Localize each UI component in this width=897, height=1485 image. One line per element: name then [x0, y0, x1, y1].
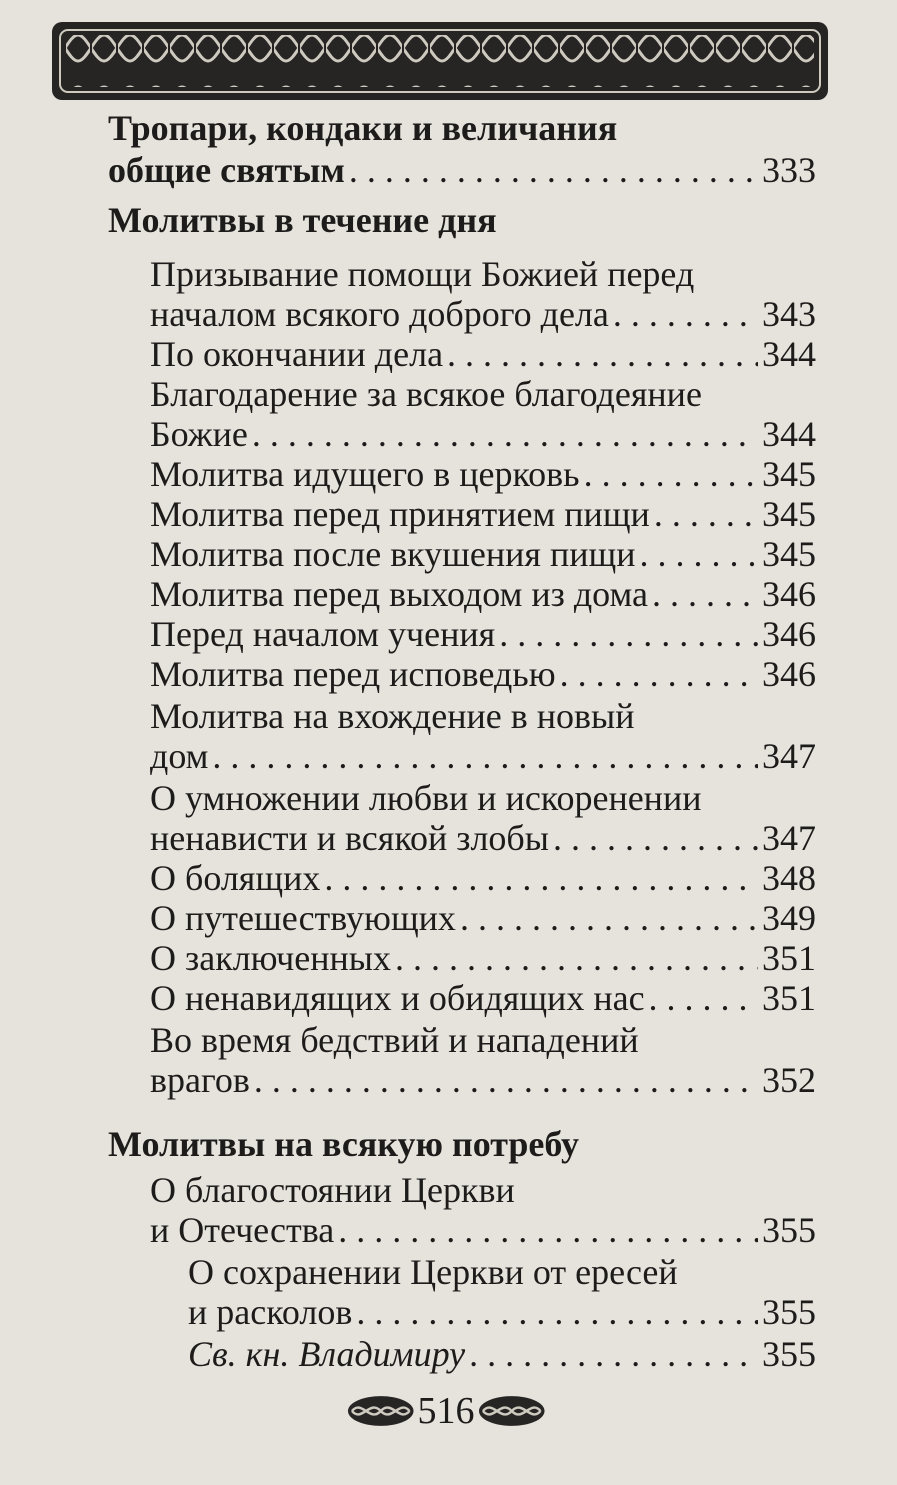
toc-entry: Божие . . . 344 [150, 414, 816, 454]
toc-entry-line: О благостоянии Церкви [150, 1170, 515, 1210]
toc-entry: и Отечества . . . 355 [150, 1210, 816, 1250]
toc-entry-line: О умножении любви и искоренении [150, 778, 702, 818]
toc-entry: Молитва перед выходом из дома . . . 346 [150, 574, 816, 614]
toc-entry: По окончании дела . . . 344 [150, 334, 816, 374]
toc-entry: Молитва перед принятием пищи . . . 345 [150, 494, 816, 534]
section-heading-troparia: Тропари, кондаки и величания [108, 108, 618, 148]
toc-entry: ненависти и всякой злобы . . . 347 [150, 818, 816, 858]
toc-entry: Молитва перед исповедью . . . 346 [150, 654, 816, 694]
toc-entry: Молитва идущего в церковь . . . 345 [150, 454, 816, 494]
toc-entry-line: Молитва на вхождение в новый [150, 696, 635, 736]
toc-entry: дом . . . 347 [150, 736, 816, 776]
toc-entry: О заключенных . . . 351 [150, 938, 816, 978]
toc-entry-line: О сохранении Церкви от ересей [188, 1252, 678, 1292]
toc-entry: Св. кн. Владимиру . . . 355 [188, 1334, 816, 1374]
toc-entry: О путешествующих . . . 349 [150, 898, 816, 938]
section-heading-needs: Молитвы на всякую потребу [108, 1124, 580, 1164]
decorative-knot-border [52, 22, 828, 100]
toc-entry: врагов . . . 352 [150, 1060, 816, 1100]
toc-entry: и расколов . . . 355 [188, 1292, 816, 1332]
toc-entry: началом всякого доброго дела . . . 343 [150, 294, 816, 334]
toc-entry-line: Во время бедствий и нападений [150, 1020, 639, 1060]
toc-entry: общие святым . . . 333 [108, 150, 816, 190]
left-knot-ornament-icon [346, 1394, 416, 1428]
toc-entry: Перед началом учения . . . 346 [150, 614, 816, 654]
page-number-footer [346, 1388, 546, 1434]
page-number: 516 [417, 1390, 475, 1432]
toc-entry-line: Благодарение за всякое благодеяние [150, 374, 702, 414]
section-heading-daily: Молитвы в течение дня [108, 200, 497, 240]
right-knot-ornament-icon [477, 1394, 547, 1428]
toc-entry: О болящих . . . 348 [150, 858, 816, 898]
toc-entry: Молитва после вкушения пищи . . . 345 [150, 534, 816, 574]
toc-entry: О ненавидящих и обидящих нас . . . 351 [150, 978, 816, 1018]
toc-entry-line: Призывание помощи Божией перед [150, 254, 695, 294]
